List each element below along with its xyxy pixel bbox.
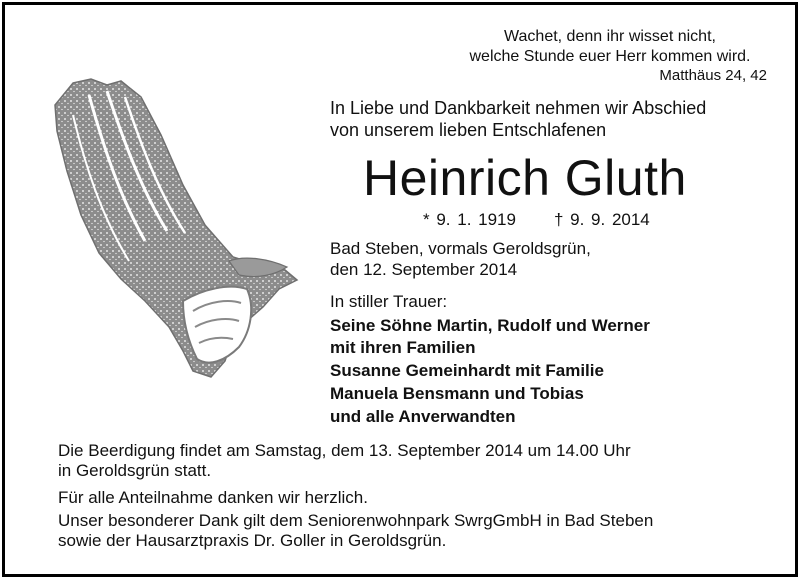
- place-line: Bad Steben, vormals Geroldsgrün,: [330, 239, 591, 258]
- place-date: [330, 238, 591, 280]
- special-thanks-line-1: Unser besonderer Dank gilt dem Seniorenwohnpark SwrgGmbH in Bad Steben: [58, 511, 654, 530]
- date-line: den 12. September 2014: [330, 260, 518, 279]
- mourner-entry: Susanne Gemeinhardt mit Familie: [330, 361, 604, 380]
- intro-text: [330, 97, 706, 141]
- special-thanks-line-2: sowie der Hausarztpraxis Dr. Goller in Geroldsgrün.: [58, 531, 447, 550]
- funeral-line-1: Die Beerdigung findet am Samstag, dem 13. September 2014 um 14.00 Uhr: [58, 441, 631, 460]
- verse-line-2: welche Stunde euer Herr kommen wird.: [469, 48, 751, 65]
- funeral-info: [58, 441, 631, 481]
- funeral-line-2: in Geroldsgrün statt.: [58, 461, 212, 480]
- mourner-entry: Seine Söhne Martin, Rudolf und Werner: [330, 316, 650, 335]
- mourner-entry: und alle Anverwandten: [330, 407, 516, 426]
- death-date: † 9. 9. 2014: [553, 210, 650, 229]
- thanks-text: Für alle Anteilnahme danken wir herzlich.: [58, 488, 368, 507]
- intro-line-2: von unserem lieben Entschlafenen: [330, 120, 607, 140]
- special-thanks: [58, 511, 653, 551]
- mourners-label: In stiller Trauer:: [330, 292, 448, 311]
- verse-line-1: Wachet, denn ihr wisset nicht,: [504, 28, 716, 45]
- birth-date: * 9. 1. 1919: [423, 210, 516, 229]
- deceased-name: Heinrich Gluth: [363, 150, 687, 206]
- mourners-list: [330, 315, 650, 428]
- verse-reference: Matthäus 24, 42: [659, 67, 767, 84]
- bible-verse: [445, 27, 775, 67]
- mourner-entry: Manuela Bensmann und Tobias: [330, 384, 584, 403]
- obituary-notice: [2, 2, 798, 577]
- life-dates: [423, 210, 650, 230]
- intro-line-1: In Liebe und Dankbarkeit nehmen wir Abschied: [330, 98, 707, 118]
- mourner-entry: mit ihren Familien: [330, 338, 476, 357]
- praying-hands-icon: [33, 75, 308, 400]
